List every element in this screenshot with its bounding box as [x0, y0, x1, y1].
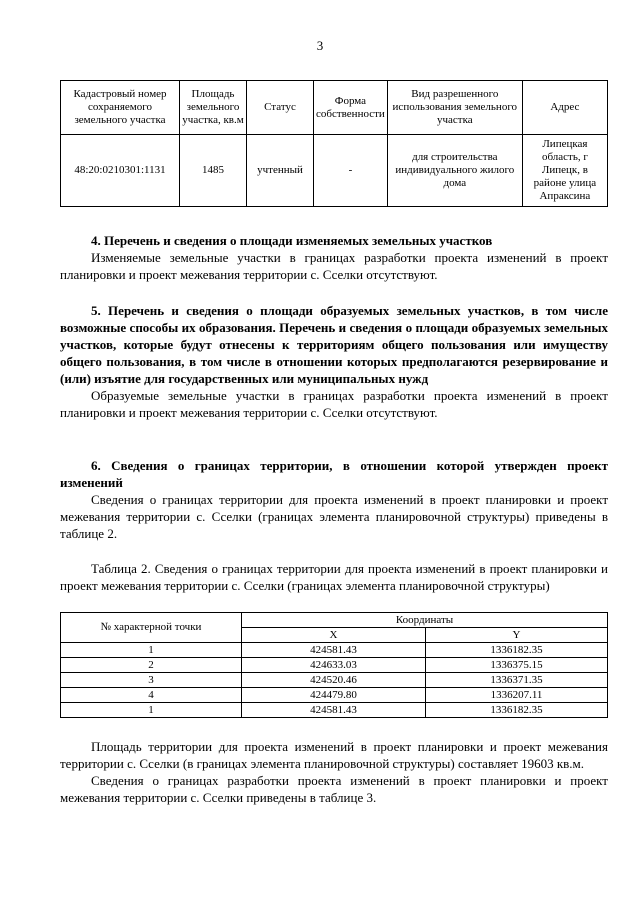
cell-point-number: 3 [61, 673, 242, 688]
cell-x: 424633.03 [242, 658, 426, 673]
header-x: X [242, 628, 426, 643]
section-4 [60, 232, 608, 283]
header-permitted-use: Вид разрешенного использования земельного участка [387, 81, 522, 135]
table-3-reference: Сведения о границах разработки проекта изменений в проект планировки и проект межевания территории с. Сселки приведены в таблице 3. [60, 773, 608, 805]
table-row [61, 135, 608, 207]
header-point-number: № характерной точки [61, 613, 242, 643]
parcel-table-header [61, 81, 608, 135]
cell-permitted-use: для строительства индивидуального жилого дома [387, 135, 522, 207]
cell-ownership: - [314, 135, 388, 207]
parcel-table [60, 80, 608, 207]
header-status: Статус [247, 81, 314, 135]
cell-x: 424520.46 [242, 673, 426, 688]
cell-y: 1336182.35 [426, 703, 608, 718]
table-row [61, 673, 608, 688]
section-6-text: Сведения о границах территории для проекта изменений в проект планировки и проект межевания территории с. Сселки (границах элемента планировочной структуры) приведены в таблице 2. [60, 492, 608, 541]
cell-area: 1485 [180, 135, 247, 207]
header-y: Y [426, 628, 608, 643]
header-cadastral-number: Кадастровый номер сохраняемого земельного участка [61, 81, 180, 135]
table-2-caption-block [60, 560, 608, 594]
section-5-heading: 5. Перечень и сведения о площади образуемых земельных участков, в том числе возможные способы их образования. Перечень и сведения о площади образуемых земельных участков, которые будут отнесены к территориям общего пользования или имуществу общего пользования, в том числе в отношении которых предполагаются резервирование и (или) изъятие для государственных или муниципальных нужд [60, 303, 608, 386]
coordinates-body [61, 643, 608, 718]
section-5-text: Образуемые земельные участки в границах разработки проекта изменений в проект планировки и проект межевания территории с. Сселки отсутствуют. [60, 388, 608, 420]
cell-point-number: 1 [61, 703, 242, 718]
header-area: Площадь земельного участка, кв.м [180, 81, 247, 135]
cell-y: 1336207.11 [426, 688, 608, 703]
cell-x: 424581.43 [242, 643, 426, 658]
cell-y: 1336371.35 [426, 673, 608, 688]
page-number: 3 [316, 38, 324, 53]
cell-y: 1336182.35 [426, 643, 608, 658]
cell-cadastral-number: 48:20:0210301:1131 [61, 135, 180, 207]
coordinates-header-top [61, 613, 608, 628]
cell-y: 1336375.15 [426, 658, 608, 673]
section-6 [60, 457, 608, 542]
cell-status: учтенный [247, 135, 314, 207]
table-row [61, 643, 608, 658]
coordinates-table [60, 612, 608, 718]
section-6-heading: 6. Сведения о границах территории, в отношении которой утвержден проект изменений [60, 458, 608, 490]
closing-text [60, 738, 608, 806]
table-2-caption: Таблица 2. Сведения о границах территории для проекта изменений в проект планировки и проект межевания территории с. Сселки (границах элемента планировочной структуры) [60, 561, 608, 593]
section-4-text: Изменяемые земельные участки в границах разработки проекта изменений в проект планировки и проект межевания территории с. Сселки отсутствуют. [60, 250, 608, 282]
cell-point-number: 4 [61, 688, 242, 703]
cell-x: 424479.80 [242, 688, 426, 703]
header-coordinates: Координаты [242, 613, 608, 628]
section-5 [60, 302, 608, 421]
cell-x: 424581.43 [242, 703, 426, 718]
cell-address: Липецкая область, г Липецк, в районе улица Апраксина [522, 135, 607, 207]
header-address: Адрес [522, 81, 607, 135]
area-paragraph: Площадь территории для проекта изменений в проект планировки и проект межевания территории с. Сселки (в границах элемента планировочной структуры) составляет 19603 кв.м. [60, 739, 608, 771]
section-4-heading: 4. Перечень и сведения о площади изменяемых земельных участков [91, 233, 493, 248]
table-row [61, 688, 608, 703]
header-ownership: Форма собственности [314, 81, 388, 135]
cell-point-number: 1 [61, 643, 242, 658]
cell-point-number: 2 [61, 658, 242, 673]
table-row [61, 658, 608, 673]
table-row [61, 703, 608, 718]
